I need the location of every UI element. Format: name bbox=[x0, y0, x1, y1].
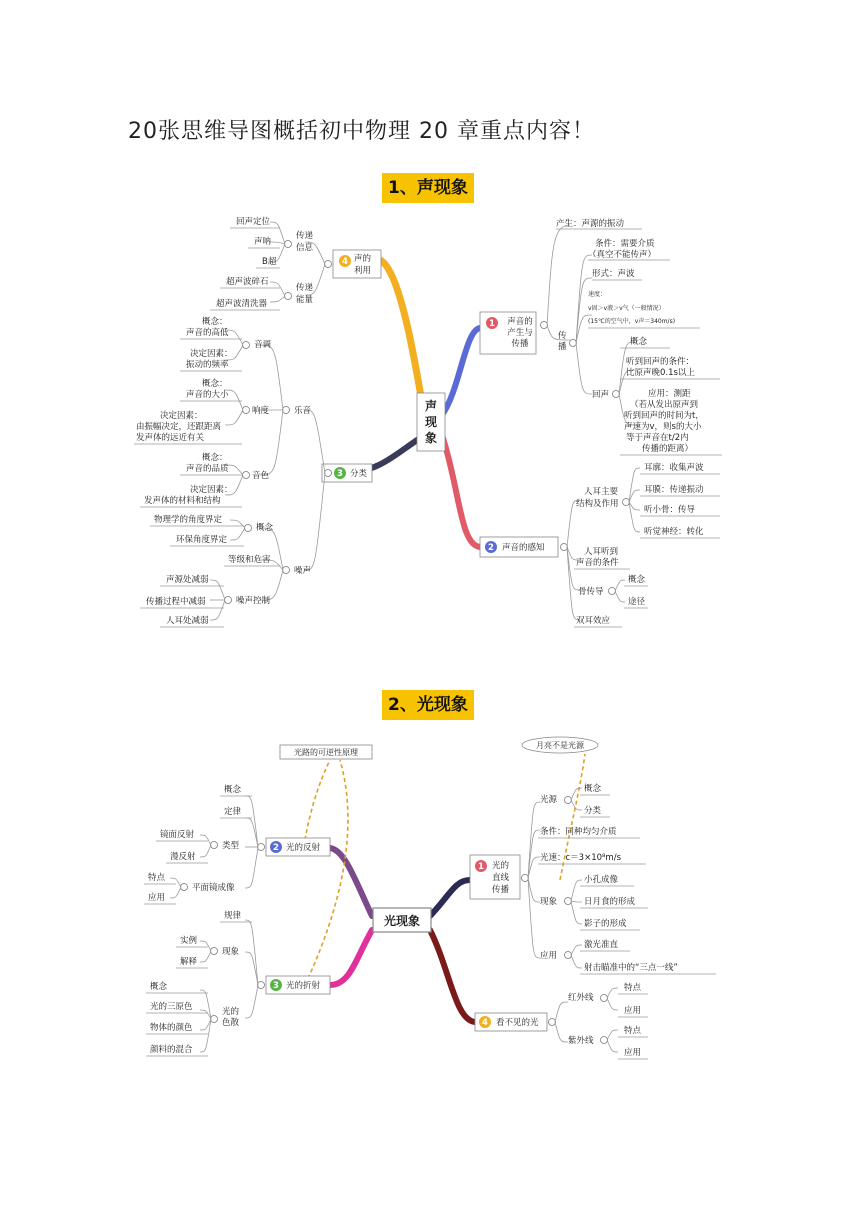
light-branch-3 bbox=[146, 910, 330, 1056]
svg-text:颜料的混合: 颜料的混合 bbox=[150, 1045, 193, 1055]
svg-text:音调: 音调 bbox=[254, 340, 272, 350]
svg-text:途径: 途径 bbox=[628, 597, 646, 607]
svg-text:声音的大小: 声音的大小 bbox=[186, 390, 229, 400]
svg-text:应用: 应用 bbox=[148, 893, 166, 903]
svg-text:概念: 概念 bbox=[256, 523, 274, 533]
svg-text:概念: 概念 bbox=[584, 784, 602, 794]
svg-text:光路的可逆性原理: 光路的可逆性原理 bbox=[294, 748, 358, 757]
section-title-light: 2、光现象 bbox=[382, 690, 474, 720]
svg-text:听到回声的条件：: 听到回声的条件： bbox=[626, 357, 695, 367]
svg-text:双耳效应: 双耳效应 bbox=[576, 616, 611, 626]
svg-text:听到回声的时间为t，: 听到回声的时间为t， bbox=[624, 411, 704, 421]
svg-text:概念: 概念 bbox=[150, 982, 168, 992]
svg-text:速度：: 速度： bbox=[588, 291, 607, 298]
svg-text:v固＞v液＞v气（一般情况）: v固＞v液＞v气（一般情况） bbox=[588, 305, 665, 312]
svg-text:决定因素：: 决定因素： bbox=[190, 349, 233, 359]
svg-text:分类: 分类 bbox=[584, 806, 602, 816]
svg-text:类型: 类型 bbox=[222, 841, 240, 851]
svg-text:传递: 传递 bbox=[296, 231, 314, 241]
svg-text:决定因素：: 决定因素： bbox=[160, 411, 203, 421]
svg-text:人耳听到: 人耳听到 bbox=[584, 547, 619, 557]
svg-text:产生与: 产生与 bbox=[507, 328, 533, 338]
svg-text:振动的频率: 振动的频率 bbox=[186, 360, 229, 370]
svg-text:影子的形成: 影子的形成 bbox=[584, 919, 627, 929]
section-title-sound: 1、声现象 bbox=[382, 173, 474, 203]
svg-text:射击瞄准中的“三点一线”: 射击瞄准中的“三点一线” bbox=[584, 963, 678, 973]
svg-text:色散: 色散 bbox=[222, 1018, 240, 1028]
document-title: 20张思维导图概括初中物理 20 章重点内容！ bbox=[128, 119, 595, 144]
sound-branch-4 bbox=[210, 216, 381, 310]
svg-text:2: 2 bbox=[273, 843, 279, 853]
svg-text:(15℃的空气中，v声＝340m/s): (15℃的空气中，v声＝340m/s) bbox=[588, 318, 676, 325]
sound-center-node bbox=[417, 393, 445, 451]
svg-text:传: 传 bbox=[558, 331, 567, 341]
svg-text:传播过程中减弱: 传播过程中减弱 bbox=[146, 597, 206, 607]
svg-text:声音的感知: 声音的感知 bbox=[502, 543, 545, 553]
svg-text:2: 2 bbox=[488, 543, 494, 553]
light-center-node bbox=[373, 908, 431, 932]
svg-text:传递: 传递 bbox=[296, 283, 314, 293]
sound-branch-3 bbox=[134, 316, 372, 627]
svg-text:（若从发出原声到: （若从发出原声到 bbox=[630, 400, 699, 410]
svg-text:红外线: 红外线 bbox=[568, 993, 594, 1003]
svg-text:应用: 应用 bbox=[624, 1006, 642, 1016]
svg-text:回声定位: 回声定位 bbox=[236, 217, 271, 227]
svg-text:现象: 现象 bbox=[540, 897, 558, 907]
svg-text:声的: 声的 bbox=[354, 254, 372, 264]
svg-text:音色: 音色 bbox=[252, 471, 270, 481]
svg-text:声速为v，则s的大小: 声速为v，则s的大小 bbox=[624, 422, 702, 432]
sound-branch-1 bbox=[480, 218, 722, 455]
svg-text:超声波清洗器: 超声波清洗器 bbox=[216, 299, 268, 309]
svg-text:发声体的远近有关: 发声体的远近有关 bbox=[136, 433, 205, 443]
svg-text:应用：测距: 应用：测距 bbox=[648, 389, 691, 399]
light-branch-4 bbox=[475, 982, 648, 1059]
svg-text:1: 1 bbox=[489, 319, 495, 329]
svg-text:现象: 现象 bbox=[222, 947, 240, 957]
svg-text:信息: 信息 bbox=[296, 243, 314, 253]
svg-text:4: 4 bbox=[342, 257, 348, 267]
svg-text:看不见的光: 看不见的光 bbox=[496, 1018, 539, 1028]
svg-text:实例: 实例 bbox=[180, 936, 198, 946]
svg-text:1: 1 bbox=[478, 862, 484, 872]
svg-text:光的反射: 光的反射 bbox=[286, 843, 321, 853]
svg-text:环保角度界定: 环保角度界定 bbox=[176, 535, 228, 545]
svg-text:播: 播 bbox=[558, 342, 567, 352]
svg-text:回声: 回声 bbox=[592, 390, 610, 400]
svg-text:耳膜：传递振动: 耳膜：传递振动 bbox=[644, 485, 704, 495]
svg-text:概念: 概念 bbox=[224, 785, 242, 795]
svg-text:平面镜成像: 平面镜成像 bbox=[192, 883, 235, 893]
svg-text:等级和危害: 等级和危害 bbox=[228, 555, 271, 565]
svg-text:声音的品质: 声音的品质 bbox=[186, 464, 229, 474]
svg-text:传播: 传播 bbox=[511, 339, 529, 349]
svg-text:听觉神经：转化: 听觉神经：转化 bbox=[644, 527, 704, 537]
svg-text:镜面反射: 镜面反射 bbox=[160, 830, 195, 840]
svg-text:超声波碎石: 超声波碎石 bbox=[226, 277, 269, 287]
svg-text:（真空不能传声）: （真空不能传声） bbox=[588, 250, 657, 260]
svg-text:能量: 能量 bbox=[296, 295, 314, 305]
svg-text:结构及作用: 结构及作用 bbox=[576, 499, 619, 509]
svg-text:产生：声源的振动: 产生：声源的振动 bbox=[556, 219, 625, 229]
svg-text:特点: 特点 bbox=[148, 873, 166, 883]
svg-text:月亮不是光源: 月亮不是光源 bbox=[536, 741, 584, 750]
svg-text:3: 3 bbox=[337, 469, 343, 479]
sound-branch-2 bbox=[480, 462, 720, 627]
svg-text:3: 3 bbox=[273, 981, 279, 991]
svg-text:等于声音在t/2内: 等于声音在t/2内 bbox=[626, 433, 689, 443]
svg-text:定律: 定律 bbox=[224, 807, 242, 817]
svg-text:传播的距离）: 传播的距离） bbox=[642, 444, 694, 454]
light-reversibility-note bbox=[280, 745, 372, 759]
svg-text:光现象: 光现象 bbox=[383, 914, 421, 928]
svg-text:形式：声波: 形式：声波 bbox=[592, 269, 635, 279]
svg-text:条件：需要介质: 条件：需要介质 bbox=[595, 239, 655, 249]
svg-text:B超: B超 bbox=[262, 257, 277, 267]
svg-text:光速：c＝3×10⁸m/s: 光速：c＝3×10⁸m/s bbox=[540, 853, 621, 863]
svg-text:概念：: 概念： bbox=[202, 379, 228, 389]
svg-text:比原声晚0.1s以上: 比原声晚0.1s以上 bbox=[626, 368, 695, 378]
svg-text:概念：: 概念： bbox=[202, 453, 228, 463]
svg-text:耳廓：收集声波: 耳廓：收集声波 bbox=[644, 463, 704, 473]
svg-text:概念：: 概念： bbox=[202, 317, 228, 327]
svg-text:人耳处减弱: 人耳处减弱 bbox=[166, 616, 209, 626]
svg-text:光的: 光的 bbox=[492, 861, 510, 871]
svg-text:声音的条件: 声音的条件 bbox=[576, 558, 619, 568]
svg-text:由振幅决定，还跟距离: 由振幅决定，还跟距离 bbox=[136, 422, 222, 432]
svg-text:骨传导: 骨传导 bbox=[578, 587, 604, 597]
svg-text:4: 4 bbox=[482, 1018, 488, 1028]
light-moon-note bbox=[522, 737, 598, 753]
svg-text:人耳主要: 人耳主要 bbox=[584, 487, 619, 497]
svg-text:特点: 特点 bbox=[624, 983, 642, 993]
light-branch-1 bbox=[470, 783, 716, 974]
svg-text:概念: 概念 bbox=[630, 337, 648, 347]
svg-text:传播: 传播 bbox=[492, 885, 510, 895]
svg-text:声呐: 声呐 bbox=[254, 237, 272, 247]
svg-text:声音的高低: 声音的高低 bbox=[186, 328, 229, 338]
svg-text:听小骨：传导: 听小骨：传导 bbox=[644, 505, 696, 515]
svg-text:解释: 解释 bbox=[180, 957, 198, 967]
svg-text:声源处减弱: 声源处减弱 bbox=[166, 575, 209, 585]
svg-text:光源: 光源 bbox=[540, 795, 558, 805]
svg-text:小孔成像: 小孔成像 bbox=[584, 875, 619, 885]
svg-text:日月食的形成: 日月食的形成 bbox=[584, 897, 636, 907]
svg-text:现: 现 bbox=[424, 415, 438, 429]
light-mindmap bbox=[140, 730, 730, 1070]
svg-text:漫反射: 漫反射 bbox=[170, 852, 196, 862]
svg-text:噪声控制: 噪声控制 bbox=[236, 596, 271, 606]
svg-text:应用: 应用 bbox=[540, 951, 558, 961]
svg-text:概念: 概念 bbox=[628, 575, 646, 585]
svg-text:光的: 光的 bbox=[222, 1007, 240, 1017]
svg-text:特点: 特点 bbox=[624, 1026, 642, 1036]
svg-text:激光准直: 激光准直 bbox=[584, 940, 619, 950]
svg-text:发声体的材料和结构: 发声体的材料和结构 bbox=[144, 496, 221, 506]
svg-text:噪声: 噪声 bbox=[294, 566, 312, 576]
svg-text:光的折射: 光的折射 bbox=[286, 981, 321, 991]
svg-text:物体的颜色: 物体的颜色 bbox=[150, 1023, 193, 1033]
svg-text:象: 象 bbox=[424, 431, 438, 445]
svg-text:条件：同种均匀介质: 条件：同种均匀介质 bbox=[540, 827, 617, 837]
svg-text:规律: 规律 bbox=[224, 911, 242, 921]
svg-text:乐音: 乐音 bbox=[294, 406, 312, 416]
svg-text:物理学的角度界定: 物理学的角度界定 bbox=[154, 515, 223, 525]
svg-text:分类: 分类 bbox=[350, 469, 368, 479]
svg-text:响度: 响度 bbox=[252, 406, 270, 416]
svg-text:利用: 利用 bbox=[354, 266, 372, 276]
svg-text:紫外线: 紫外线 bbox=[568, 1036, 594, 1046]
svg-text:光的三原色: 光的三原色 bbox=[150, 1002, 193, 1012]
svg-text:决定因素：: 决定因素： bbox=[190, 485, 233, 495]
svg-text:应用: 应用 bbox=[624, 1048, 642, 1058]
light-branch-2 bbox=[144, 784, 330, 904]
svg-text:声: 声 bbox=[424, 399, 438, 413]
sound-mindmap bbox=[130, 210, 730, 634]
svg-text:声音的: 声音的 bbox=[507, 317, 533, 327]
svg-text:直线: 直线 bbox=[492, 873, 510, 883]
